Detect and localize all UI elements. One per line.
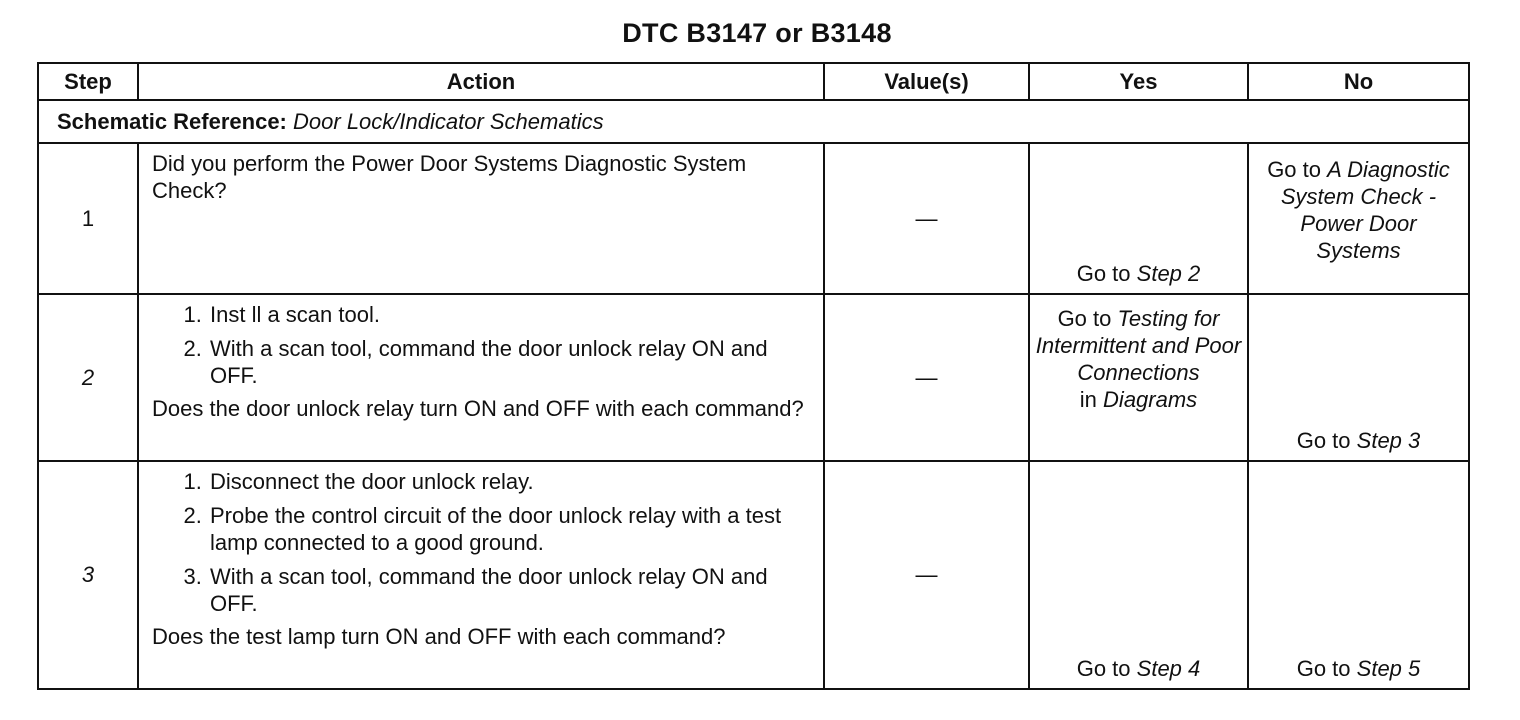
page-title: DTC B3147 or B3148: [622, 18, 892, 48]
schematic-reference: [38, 100, 1469, 143]
yes-prefix: Go to: [1076, 261, 1131, 286]
table-row: [38, 294, 1469, 461]
yes-cell: [1029, 143, 1248, 294]
no-prefix: Go to: [1296, 428, 1351, 453]
action-cell: [138, 294, 824, 461]
step-number: 2: [38, 294, 138, 461]
substep-item: 3. With a scan tool, command the door unlock relay ON and OFF.: [208, 563, 813, 617]
value-cell: —: [824, 461, 1029, 689]
no-link[interactable]: Step 3: [1356, 428, 1421, 453]
yes-prefix: Go to: [1057, 306, 1112, 331]
header-no: No: [1248, 63, 1469, 100]
header-yes: Yes: [1029, 63, 1248, 100]
no-cell: [1248, 461, 1469, 689]
step-number: 3: [38, 461, 138, 689]
header-action: Action: [138, 63, 824, 100]
yes-link[interactable]: Step 4: [1136, 656, 1201, 681]
action-cell: [138, 143, 824, 294]
table-row: [38, 461, 1469, 689]
action-question: Does the door unlock relay turn ON and OFF with each command?: [152, 396, 804, 421]
no-prefix: Go to: [1296, 656, 1351, 681]
yes-cell: [1029, 461, 1248, 689]
schematic-label: Schematic Reference:: [57, 108, 287, 134]
schematic-row: [38, 100, 1469, 143]
schematic-value: Door Lock/Indicator Schematics: [293, 108, 604, 134]
no-link[interactable]: Step 5: [1356, 656, 1421, 681]
diagnostic-table: [37, 62, 1470, 690]
no-cell: [1248, 294, 1469, 461]
yes-link[interactable]: Testing for Intermittent and Poor Connections: [1035, 306, 1242, 385]
substep-item: 2. Probe the control circuit of the door unlock relay with a test lamp connected to a good ground.: [208, 502, 813, 556]
yes-link[interactable]: Step 2: [1136, 261, 1201, 286]
table-row: [38, 143, 1469, 294]
yes-mid: in: [1079, 387, 1097, 412]
substep-list: [152, 468, 813, 617]
substep-item: 1. Inst ll a scan tool.: [208, 301, 813, 328]
header-values: Value(s): [824, 63, 1029, 100]
action-text: Did you perform the Power Door Systems Diagnostic System Check?: [152, 151, 747, 203]
no-cell: [1248, 143, 1469, 294]
substep-list: [152, 301, 813, 389]
action-question: Does the test lamp turn ON and OFF with each command?: [152, 624, 726, 649]
yes-cell: [1029, 294, 1248, 461]
yes-link-2[interactable]: Diagrams: [1103, 387, 1198, 412]
step-number: 1: [38, 143, 138, 294]
value-cell: —: [824, 294, 1029, 461]
substep-item: 1. Disconnect the door unlock relay.: [208, 468, 813, 495]
header-row: [38, 63, 1469, 100]
action-cell: [138, 461, 824, 689]
header-step: Step: [38, 63, 138, 100]
substep-item: 2. With a scan tool, command the door unlock relay ON and OFF.: [208, 335, 813, 389]
value-cell: —: [824, 143, 1029, 294]
yes-prefix: Go to: [1076, 656, 1131, 681]
no-link[interactable]: A Diagnostic System Check - Power Door Systems: [1280, 157, 1450, 263]
no-prefix: Go to: [1267, 157, 1321, 182]
